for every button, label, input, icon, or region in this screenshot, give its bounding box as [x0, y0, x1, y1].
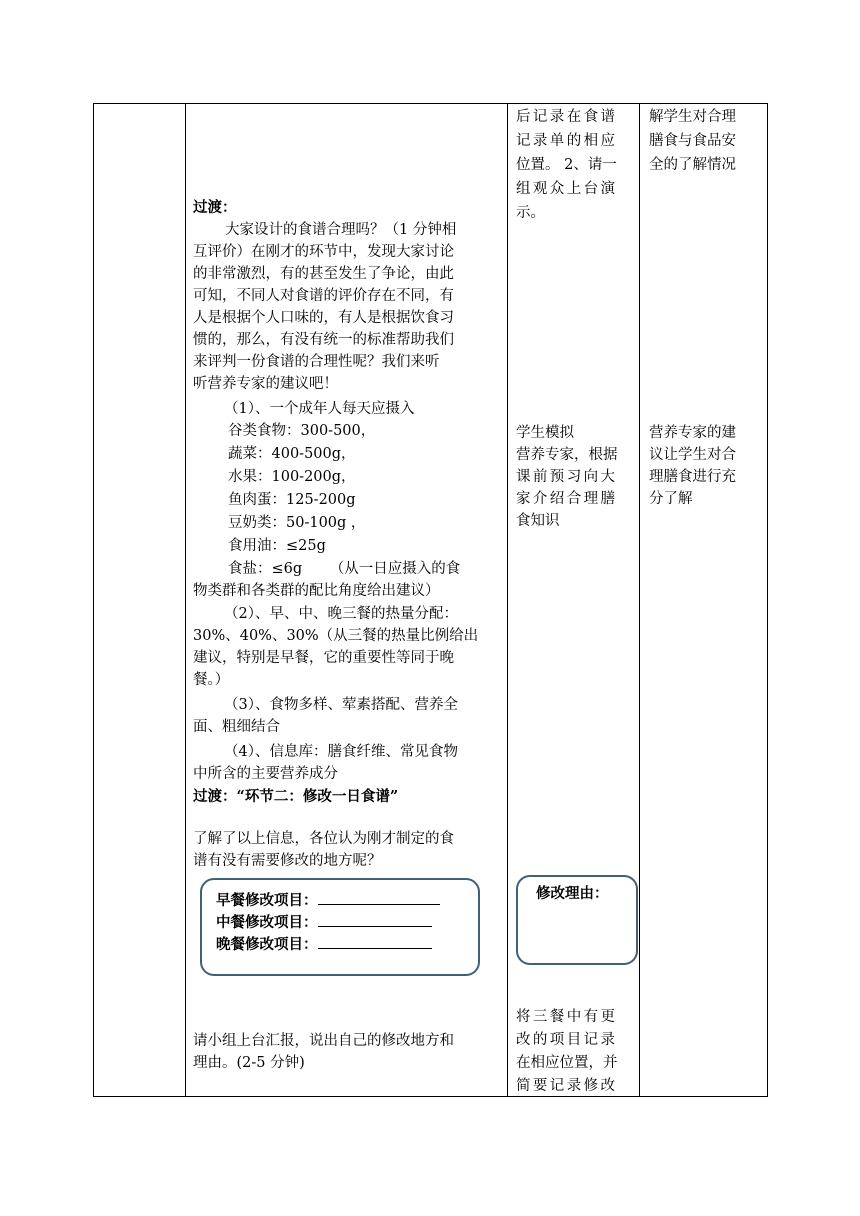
text-line: 将三餐中有更 [516, 1009, 618, 1025]
text-line: 分了解 [649, 491, 693, 507]
text-line: 全的了解情况 [649, 157, 736, 173]
text-line: 豆奶类：50-100g ， [228, 515, 366, 531]
text-line: 大家设计的食谱合理吗？（1 分钟相 [225, 222, 457, 238]
text-line: 膳食与食品安 [649, 133, 736, 149]
table-border-right [767, 103, 768, 1097]
text-line: 30%、40%、30%（从三餐的热量比例给出 [193, 628, 479, 644]
edit-reason-box[interactable] [516, 875, 638, 965]
text-line: 的非常激烈，有的甚至发生了争论，由此 [193, 266, 454, 282]
text-line: 组观众上台演 [516, 181, 618, 197]
text-line: 了解了以上信息，各位认为刚才制定的食 [193, 831, 454, 847]
table-border-left [93, 103, 94, 1097]
transition-heading: 过渡： [193, 199, 237, 216]
text-line: 家介绍合理膳 [516, 491, 618, 507]
column-divider-1 [185, 103, 186, 1097]
lunch-edit-label: 中餐修改项目： [216, 914, 318, 931]
dinner-edit-label: 晚餐修改项目： [216, 936, 318, 953]
text-line: 理膳食进行充 [649, 469, 736, 485]
lunch-edit-row [216, 912, 432, 934]
text-line: 食用油：≤25g [228, 538, 326, 554]
text-line: 简要记录修改 [516, 1078, 618, 1094]
text-line: 水果：100-200g， [228, 469, 356, 485]
text-line: 听营养专家的建议吧！ [193, 376, 338, 392]
text-line: 食盐：≤6g （从一日应摄入的食 [228, 561, 461, 577]
text-line: 食知识 [516, 513, 560, 529]
text-line: 营养专家的建 [649, 425, 736, 441]
text-line: （1）、一个成年人每天应摄入 [224, 401, 415, 417]
text-line: 谱有没有需要修改的地方呢？ [193, 853, 382, 869]
table-border-bottom [93, 1096, 768, 1097]
text-line: 课前预习向大 [516, 469, 618, 485]
text-line: 请小组上台汇报，说出自己的修改地方和 [193, 1033, 454, 1049]
transition-heading: 过渡：“环节二：修改一日食谱” [193, 788, 399, 805]
text-line: 可知，不同人对食谱的评价存在不同，有 [193, 288, 454, 304]
meal-edit-box [200, 878, 480, 976]
text-line: 餐。） [193, 672, 230, 688]
text-line: 惯的，那么，有没有统一的标准帮助我们 [193, 332, 454, 348]
text-line: 来评判一份食谱的合理性呢？我们来听 [193, 354, 440, 370]
text-line: 互评价）在刚才的环节中，发现大家讨论 [193, 244, 454, 260]
text-line: 位置。 2、请一 [516, 157, 617, 173]
text-line: 理由。(2-5 分钟) [193, 1055, 305, 1071]
text-line: 营养专家，根据 [516, 447, 618, 463]
column-divider-3 [639, 103, 640, 1097]
text-line: 鱼肉蛋：125-200g [228, 492, 356, 508]
breakfast-edit-label: 早餐修改项目： [216, 892, 318, 909]
text-line: 物类群和各类群的配比角度给出建议） [193, 583, 440, 599]
breakfast-edit-blank[interactable] [318, 890, 440, 905]
text-line: 蔬菜：400-500g， [228, 446, 356, 462]
text-line: （4）、信息库：膳食纤维、常见食物 [224, 744, 458, 760]
text-line: 解学生对合理 [649, 109, 736, 125]
edit-reason-label: 修改理由： [536, 885, 609, 902]
text-line: 改的项目记录 [516, 1032, 618, 1048]
text-line: 建议，特别是早餐，它的重要性等同于晚 [193, 650, 454, 666]
text-line: 在相应位置，并 [516, 1055, 618, 1071]
text-line: 谷类食物：300-500， [228, 423, 376, 439]
text-line: 后记录在食谱 [516, 109, 618, 125]
text-line: （3）、食物多样、荤素搭配、营养全 [224, 697, 458, 713]
text-line: 面、粗细结合 [193, 719, 280, 735]
text-line: 议让学生对合 [649, 447, 736, 463]
breakfast-edit-row [216, 890, 440, 912]
text-line: 示。 [516, 205, 545, 221]
table-border-top [93, 103, 768, 104]
text-line: （2）、早、中、晚三餐的热量分配： [224, 606, 458, 622]
dinner-edit-blank[interactable] [318, 934, 432, 949]
text-line: 人是根据个人口味的，有人是根据饮食习 [193, 310, 454, 326]
text-line: 学生模拟 [516, 425, 574, 441]
column-divider-2 [507, 103, 508, 1097]
lunch-edit-blank[interactable] [318, 912, 432, 927]
text-line: 记录单的相应 [516, 133, 618, 149]
text-line: 中所含的主要营养成分 [193, 766, 338, 782]
dinner-edit-row [216, 934, 432, 956]
